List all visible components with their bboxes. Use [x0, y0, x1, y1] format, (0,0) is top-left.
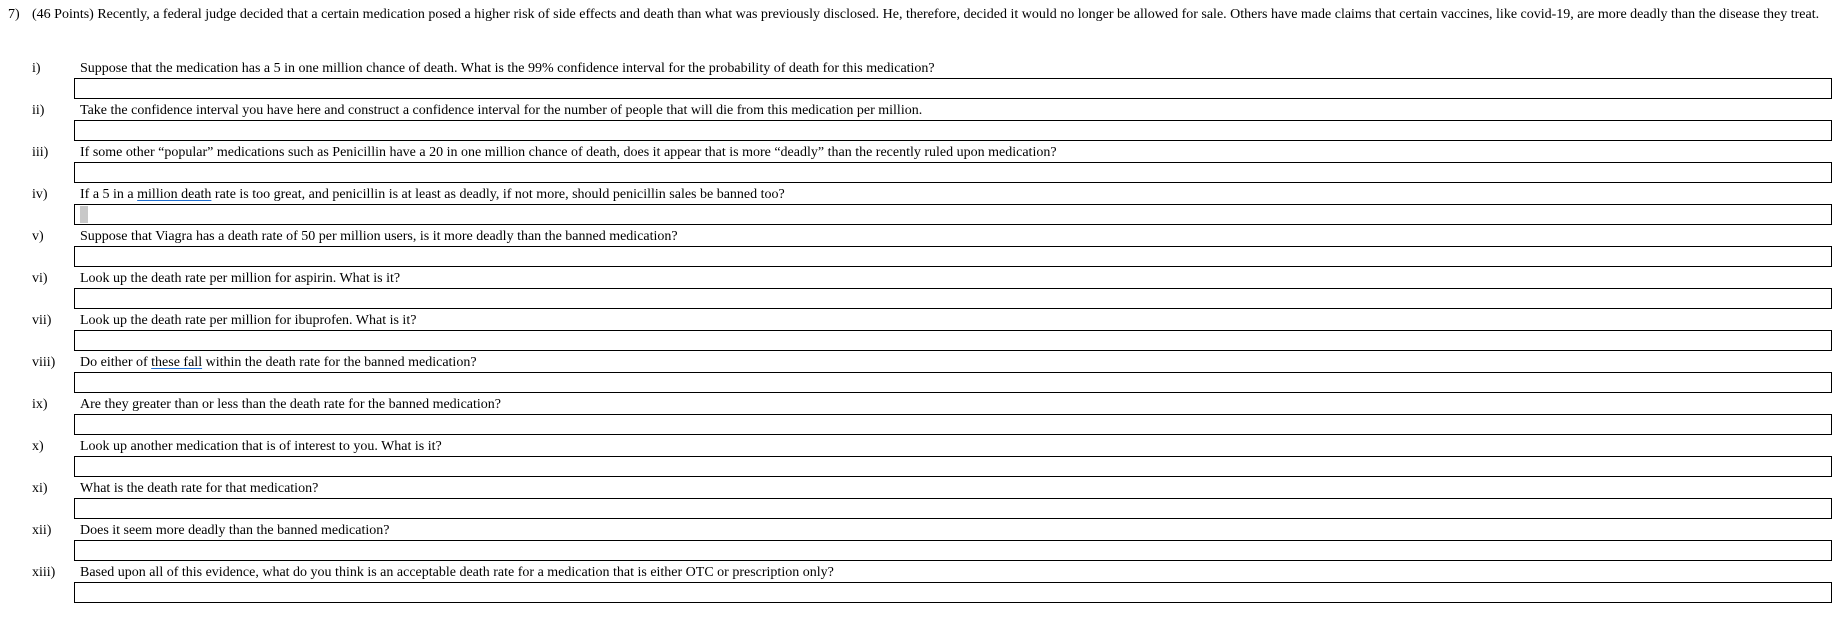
spellcheck-underlined-text: these fall: [151, 355, 203, 370]
answer-field[interactable]: [74, 582, 1832, 603]
question-text: Take the confidence interval you have here and construct a confidence interval for the number of people that will die from this medication per million.: [80, 103, 923, 118]
answer-field[interactable]: [74, 246, 1832, 267]
question-text: Suppose that Viagra has a death rate of 50 per million users, is it more deadly than the banned medication?: [80, 229, 678, 244]
answer-field[interactable]: [74, 540, 1832, 561]
problem-text: (46 Points) Recently, a federal judge decided that a certain medication posed a higher risk of side effects and death than what was previously disclosed. He, therefore, decided it would no longer be allowed for sale. Others have made claims that certain vaccines, like covid-19, are more deadly than the disease they treat.: [32, 7, 1820, 22]
answer-field[interactable]: [74, 204, 1832, 225]
question-label: v): [32, 229, 44, 244]
question-text: Look up the death rate per million for aspirin. What is it?: [80, 271, 401, 286]
question-label: vi): [32, 271, 48, 286]
question-text: Does it seem more deadly than the banned medication?: [80, 523, 390, 538]
question-label: xi): [32, 481, 48, 496]
question-text: Are they greater than or less than the death rate for the banned medication?: [80, 397, 501, 412]
question-iv: [0, 187, 1844, 227]
problem-intro: [8, 5, 1838, 24]
question-viii: [0, 355, 1844, 395]
question-label: viii): [32, 355, 56, 370]
question-label: iii): [32, 145, 49, 160]
question-text: Suppose that the medication has a 5 in one million chance of death. What is the 99% confidence interval for the probability of death for this medication?: [80, 61, 935, 76]
question-text-part: If a 5 in a: [80, 187, 138, 202]
answer-field[interactable]: [74, 120, 1832, 141]
question-x: [0, 439, 1844, 479]
text-cursor-marker: [80, 206, 88, 223]
question-text: [80, 355, 477, 371]
question-text: [80, 187, 785, 203]
problem-number: 7): [8, 7, 20, 22]
question-ii: [0, 103, 1844, 143]
question-iii: [0, 145, 1844, 185]
question-label: x): [32, 439, 44, 454]
answer-field[interactable]: [74, 330, 1832, 351]
question-label: ii): [32, 103, 45, 118]
question-label: vii): [32, 313, 52, 328]
question-label: i): [32, 61, 41, 76]
question-label: iv): [32, 187, 48, 202]
question-text: If some other “popular” medications such as Penicillin have a 20 in one million chance of death, does it appear that is more “deadly” than the recently ruled upon medication?: [80, 145, 1057, 160]
question-text-part: rate is too great, and penicillin is at least as deadly, if not more, should penicillin sales be banned too?: [211, 187, 785, 202]
question-xiii: [0, 565, 1844, 605]
question-xi: [0, 481, 1844, 521]
question-text: Look up the death rate per million for ibuprofen. What is it?: [80, 313, 417, 328]
question-label: xiii): [32, 565, 56, 580]
question-vii: [0, 313, 1844, 353]
question-text: Based upon all of this evidence, what do you think is an acceptable death rate for a medication that is either OTC or prescription only?: [80, 565, 834, 580]
answer-field[interactable]: [74, 372, 1832, 393]
question-text: Look up another medication that is of interest to you. What is it?: [80, 439, 442, 454]
question-text-part: within the death rate for the banned medication?: [202, 355, 477, 370]
question-xii: [0, 523, 1844, 563]
answer-field[interactable]: [74, 414, 1832, 435]
question-ix: [0, 397, 1844, 437]
question-i: [0, 61, 1844, 101]
answer-field[interactable]: [74, 288, 1832, 309]
spellcheck-underlined-text: million death: [137, 187, 212, 202]
question-v: [0, 229, 1844, 269]
question-vi: [0, 271, 1844, 311]
answer-field[interactable]: [74, 78, 1832, 99]
question-label: xii): [32, 523, 52, 538]
question-label: ix): [32, 397, 48, 412]
answer-field[interactable]: [74, 456, 1832, 477]
question-text-part: Do either of: [80, 355, 152, 370]
answer-field[interactable]: [74, 498, 1832, 519]
answer-field[interactable]: [74, 162, 1832, 183]
question-text: What is the death rate for that medication?: [80, 481, 319, 496]
